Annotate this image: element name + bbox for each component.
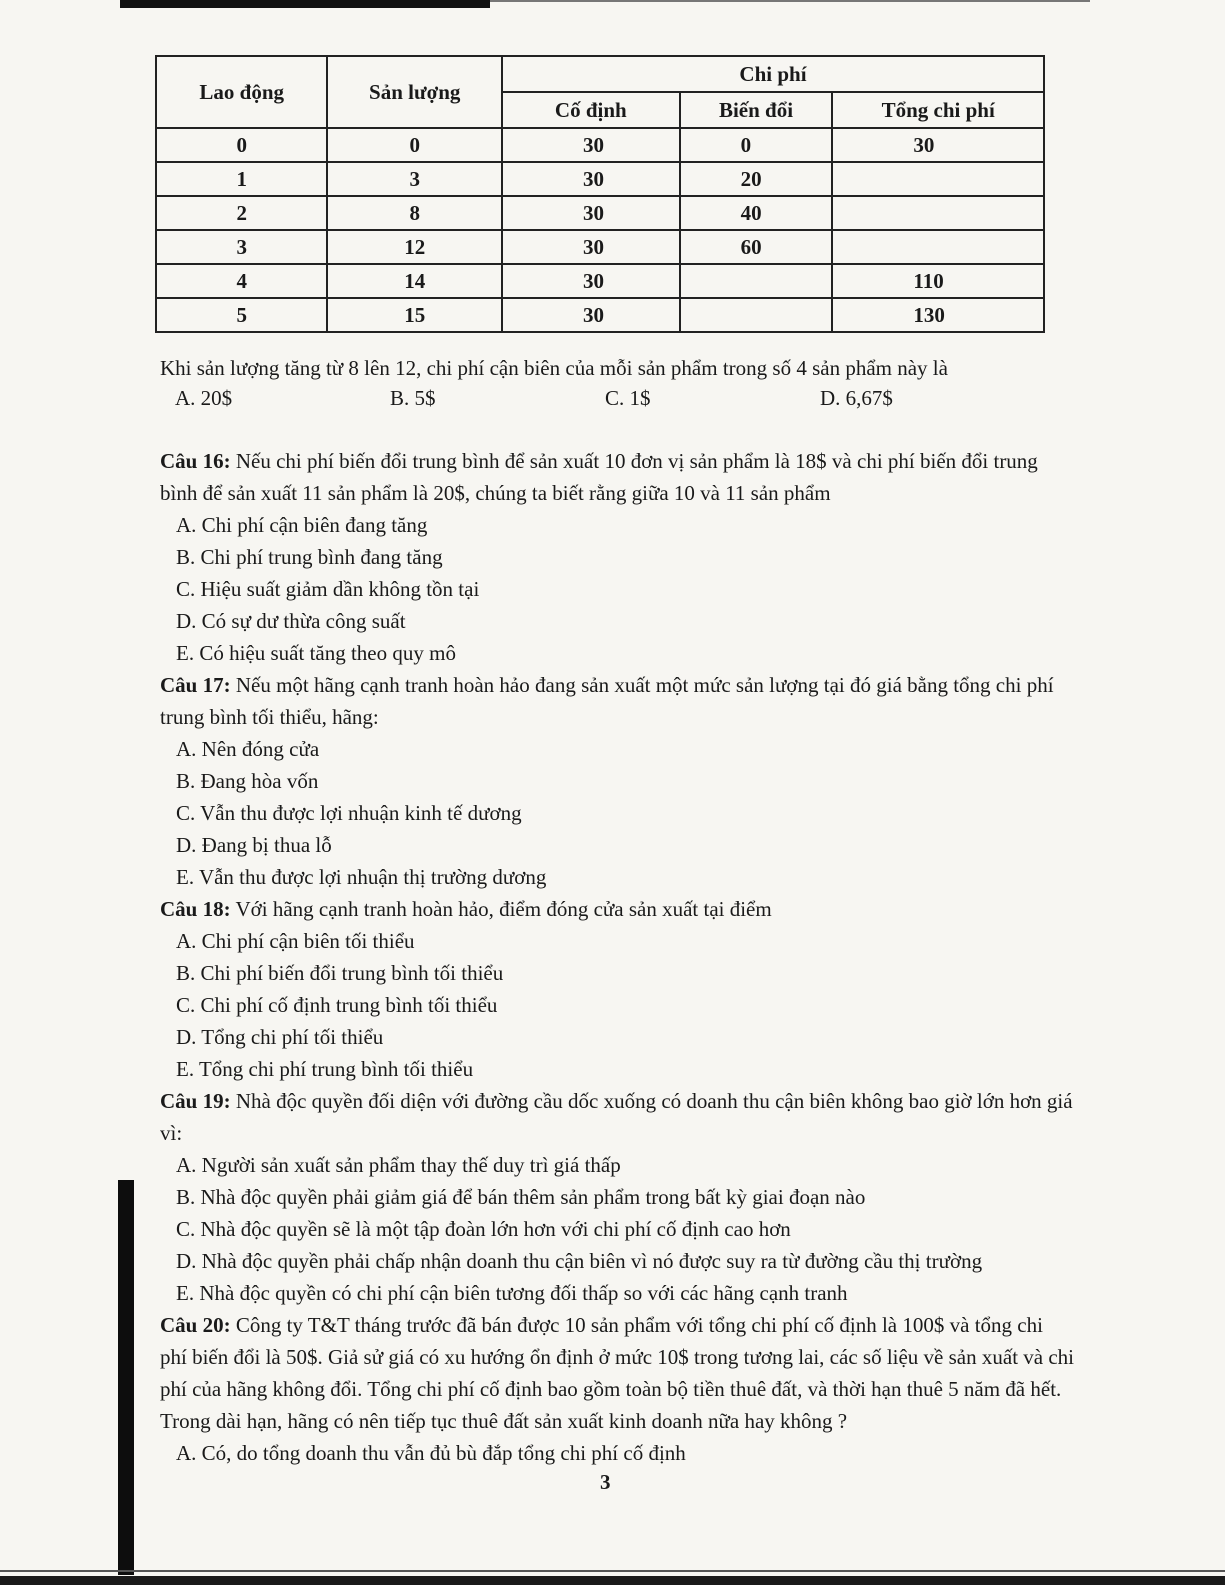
q16-option-a[interactable]: A. Chi phí cận biên đang tăng (176, 513, 428, 537)
cell-total (832, 162, 1044, 196)
q18-question (160, 893, 1075, 925)
header-labor: Lao động (156, 56, 327, 128)
q15-option-d[interactable]: D. 6,67$ (820, 386, 893, 410)
q18-option-e[interactable]: E. Tổng chi phí trung bình tối thiểu (176, 1057, 474, 1081)
cell-labor: 1 (156, 162, 327, 196)
cost-table (155, 55, 1045, 333)
scan-edge-bottom (0, 1576, 1225, 1585)
q17-option-a[interactable]: A. Nên đóng cửa (176, 737, 320, 761)
page-number: 3 (600, 1470, 611, 1494)
q19-option-b[interactable]: B. Nhà độc quyền phải giảm giá để bán thêm sản phẩm trong bất kỳ giai đoạn nào (176, 1185, 866, 1209)
q16-label: Câu 16: (160, 449, 231, 473)
header-fixed: Cố định (502, 92, 680, 128)
q16-option-d[interactable]: D. Có sự dư thừa công suất (176, 609, 406, 633)
q20-option-a[interactable]: A. Có, do tổng doanh thu vẫn đủ bù đắp tổng chi phí cố định (176, 1441, 686, 1465)
q16-option-c[interactable]: C. Hiệu suất giảm dần không tồn tại (176, 577, 480, 601)
cell-variable (680, 298, 833, 332)
q17-stem: Nếu một hãng cạnh tranh hoàn hảo đang sản xuất một mức sản lượng tại đó giá bằng tổng chi phí trung bình tối thiểu, hãng: (160, 673, 1054, 729)
header-total: Tổng chi phí (832, 92, 1044, 128)
cell-fixed: 30 (502, 196, 680, 230)
scan-edge-bottom-thin (0, 1570, 1225, 1572)
cell-total: 30 (832, 128, 1044, 162)
cell-total (832, 196, 1044, 230)
cell-output: 14 (327, 264, 502, 298)
cell-output: 12 (327, 230, 502, 264)
q16-stem: Nếu chi phí biến đổi trung bình để sản xuất 10 đơn vị sản phẩm là 18$ và chi phí biến đổi trung bình để sản xuất 11 sản phẩm là 20$, chúng ta biết rằng giữa 10 và 11 sản phẩm (160, 449, 1038, 505)
q18-label: Câu 18: (160, 897, 231, 921)
header-cost-group: Chi phí (502, 56, 1044, 92)
q17-question (160, 669, 1075, 733)
cell-output: 15 (327, 298, 502, 332)
table-row (156, 128, 1044, 162)
q19-label: Câu 19: (160, 1089, 231, 1113)
q15-stem: Khi sản lượng tăng từ 8 lên 12, chi phí cận biên của mỗi sản phẩm trong số 4 sản phẩm này là (160, 356, 948, 380)
q17-label: Câu 17: (160, 673, 231, 697)
q19-option-c[interactable]: C. Nhà độc quyền sẽ là một tập đoàn lớn hơn với chi phí cố định cao hơn (176, 1217, 791, 1241)
cell-variable: 60 (680, 230, 833, 264)
table-row (156, 196, 1044, 230)
cell-labor: 5 (156, 298, 327, 332)
cell-labor: 4 (156, 264, 327, 298)
q19-option-e[interactable]: E. Nhà độc quyền có chi phí cận biên tương đối thấp so với các hãng cạnh tranh (176, 1281, 848, 1305)
cell-output: 0 (327, 128, 502, 162)
header-output: Sản lượng (327, 56, 502, 128)
cell-fixed: 30 (502, 128, 680, 162)
cell-variable: 40 (680, 196, 833, 230)
q18-option-c[interactable]: C. Chi phí cố định trung bình tối thiểu (176, 993, 498, 1017)
header-variable: Biến đổi (680, 92, 833, 128)
q20-question (160, 1309, 1075, 1437)
scan-edge-top-thin (490, 0, 1090, 2)
cell-variable: 20 (680, 162, 833, 196)
q20-label: Câu 20: (160, 1313, 231, 1337)
q15-options (175, 386, 1075, 418)
table-row (156, 230, 1044, 264)
cell-fixed: 30 (502, 162, 680, 196)
q17-option-d[interactable]: D. Đang bị thua lỗ (176, 833, 332, 857)
q19-stem: Nhà độc quyền đối diện với đường cầu dốc xuống có doanh thu cận biên không bao giờ lớn hơn giá vì: (160, 1089, 1073, 1145)
table-row (156, 264, 1044, 298)
cell-variable: 0 (680, 128, 833, 162)
cell-labor: 3 (156, 230, 327, 264)
q18-stem: Với hãng cạnh tranh hoàn hảo, điểm đóng cửa sản xuất tại điểm (235, 897, 772, 921)
q19-question (160, 1085, 1075, 1149)
cell-labor: 2 (156, 196, 327, 230)
q20-stem: Công ty T&T tháng trước đã bán được 10 sản phẩm với tổng chi phí cố định là 100$ và tổng chi phí biến đổi là 50$. Giả sử giá có xu hướng ổn định ở mức 10$ trong tương lai, các số liệu về sản xuất và chi phí của hãng không đổi. Tổng chi phí cố định bao gồm toàn bộ tiền thuê đất, và thời hạn thuê 5 năm đã hết. Trong dài hạn, hãng có nên tiếp tục thuê đất sản xuất kinh doanh nữa hay không ? (160, 1313, 1075, 1433)
table-row (156, 162, 1044, 196)
cell-total: 110 (832, 264, 1044, 298)
table-row (156, 298, 1044, 332)
scan-edge-top (120, 0, 490, 8)
q15-option-b[interactable]: B. 5$ (390, 386, 436, 410)
q17-option-e[interactable]: E. Vẫn thu được lợi nhuận thị trường dương (176, 865, 547, 889)
q16-option-b[interactable]: B. Chi phí trung bình đang tăng (176, 545, 443, 569)
cell-total (832, 230, 1044, 264)
q18-option-d[interactable]: D. Tổng chi phí tối thiểu (176, 1025, 384, 1049)
q16-option-e[interactable]: E. Có hiệu suất tăng theo quy mô (176, 641, 456, 665)
q19-option-a[interactable]: A. Người sản xuất sản phẩm thay thế duy trì giá thấp (176, 1153, 621, 1177)
q18-option-a[interactable]: A. Chi phí cận biên tối thiểu (176, 929, 415, 953)
q19-option-d[interactable]: D. Nhà độc quyền phải chấp nhận doanh thu cận biên vì nó được suy ra từ đường cầu thị trường (176, 1249, 983, 1273)
q16-question (160, 445, 1075, 509)
q15-option-a[interactable]: A. 20$ (175, 386, 233, 410)
cell-labor: 0 (156, 128, 327, 162)
cell-variable (680, 264, 833, 298)
cell-total: 130 (832, 298, 1044, 332)
scan-edge-left (118, 1180, 134, 1575)
cell-fixed: 30 (502, 298, 680, 332)
q17-option-c[interactable]: C. Vẫn thu được lợi nhuận kinh tế dương (176, 801, 522, 825)
cell-fixed: 30 (502, 264, 680, 298)
cell-fixed: 30 (502, 230, 680, 264)
q16-block (160, 445, 1075, 1469)
q15-option-c[interactable]: C. 1$ (605, 386, 651, 410)
q17-option-b[interactable]: B. Đang hòa vốn (176, 769, 319, 793)
cell-output: 8 (327, 196, 502, 230)
cell-output: 3 (327, 162, 502, 196)
q18-option-b[interactable]: B. Chi phí biến đổi trung bình tối thiểu (176, 961, 504, 985)
